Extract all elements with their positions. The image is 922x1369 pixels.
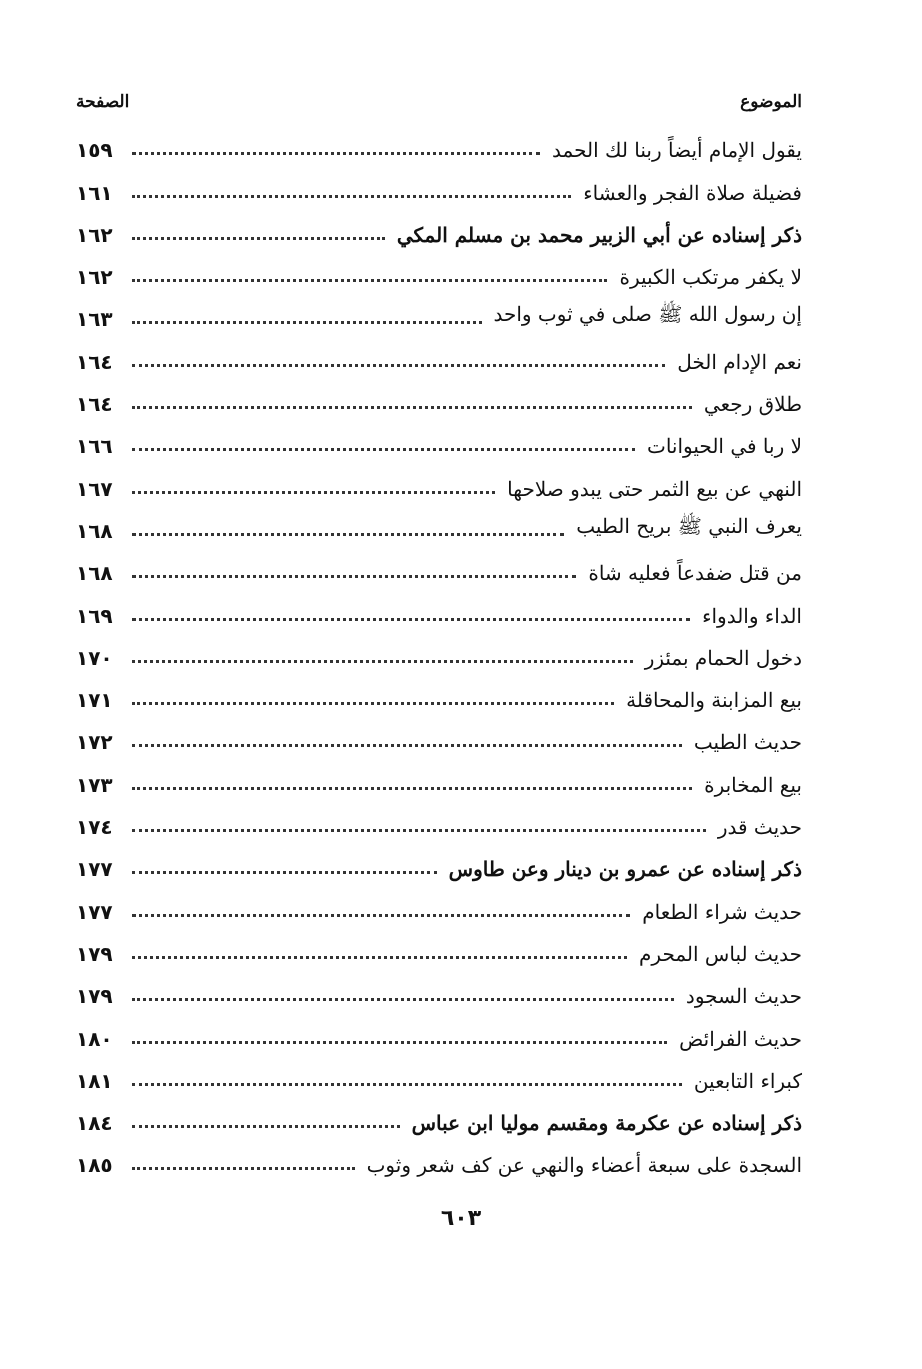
dot-leader <box>132 195 571 198</box>
toc-entry-page-number: ١٦٧ <box>76 476 113 501</box>
dot-leader <box>132 660 633 663</box>
toc-entry-title: حديث الطيب <box>693 730 802 755</box>
toc-entry <box>76 674 802 716</box>
toc-entry-page-number: ١٦٣ <box>76 307 113 332</box>
toc-entry-title: حديث لباس المحرم <box>639 941 802 966</box>
toc-entry <box>76 1139 802 1181</box>
toc-entry-title: النهي عن بيع الثمر حتى يبدو صلاحها <box>507 476 802 501</box>
toc-entry-page-number: ١٨٥ <box>76 1153 113 1178</box>
dot-leader <box>132 448 635 451</box>
toc-entry-title: حديث السجود <box>685 984 802 1009</box>
toc-entry-page-number: ١٨٠ <box>76 1026 113 1051</box>
toc-entry-page-number: ١٦٨ <box>76 561 113 586</box>
toc-entry-page-number: ١٧٩ <box>76 984 113 1009</box>
toc-entry-title: حديث قدر <box>717 815 802 840</box>
page-number: ٦٠٣ <box>440 1206 482 1231</box>
toc-entry-page-number: ١٦٨ <box>76 518 113 543</box>
toc-entry <box>76 758 802 800</box>
toc-entry-page-number: ١٦٢ <box>76 222 113 247</box>
toc-entry <box>76 716 802 758</box>
toc-entry <box>76 420 802 462</box>
dot-leader <box>132 491 495 494</box>
dot-leader <box>132 787 692 790</box>
dot-leader <box>132 533 564 536</box>
toc-entry-page-number: ١٦٤ <box>76 349 113 374</box>
toc-section-heading <box>76 843 802 885</box>
dot-leader <box>132 321 482 324</box>
toc-entry-page-number: ١٧١ <box>76 688 113 713</box>
toc-entry-page-number: ١٨٤ <box>76 1111 113 1136</box>
toc-entry-title: يقول الإمام أيضاً ربنا لك الحمد <box>552 138 802 163</box>
toc-entry-title: ذكر إسناده عن عكرمة ومقسم موليا ابن عباس <box>411 1111 802 1136</box>
toc-entry-title: ذكر إسناده عن أبي الزبير محمد بن مسلم المكي <box>396 222 802 247</box>
dot-leader <box>132 914 630 917</box>
page-column-label: الصفحة <box>76 92 130 112</box>
toc-entry <box>76 928 802 970</box>
toc-entry-title: حديث شراء الطعام <box>642 899 802 924</box>
toc-entry <box>76 505 802 547</box>
dot-leader <box>132 702 614 705</box>
table-of-contents <box>76 124 802 1181</box>
toc-entry-title: فضيلة صلاة الفجر والعشاء <box>583 180 802 205</box>
dot-leader <box>132 744 682 747</box>
toc-entry-title: نعم الإدام الخل <box>677 349 802 374</box>
toc-entry-page-number: ١٦٤ <box>76 392 113 417</box>
dot-leader <box>132 871 437 874</box>
toc-entry-title: حديث الفرائض <box>679 1026 802 1051</box>
toc-entry <box>76 124 802 166</box>
toc-entry-title: لا يكفر مرتكب الكبيرة <box>619 265 802 290</box>
toc-entry <box>76 378 802 420</box>
toc-entry <box>76 801 802 843</box>
toc-entry-title: الداء والدواء <box>702 603 802 628</box>
toc-entry <box>76 462 802 504</box>
toc-entry-page-number: ١٧٣ <box>76 772 113 797</box>
dot-leader <box>132 279 607 282</box>
toc-entry <box>76 1012 802 1054</box>
toc-entry-page-number: ١٧٧ <box>76 899 113 924</box>
toc-section-heading <box>76 209 802 251</box>
toc-entry-title: إن رسول الله ﷺ صلى في ثوب واحد <box>493 302 802 327</box>
toc-entry-title: ذكر إسناده عن عمرو بن دينار وعن طاوس <box>448 857 802 882</box>
toc-entry-page-number: ١٨١ <box>76 1068 113 1093</box>
toc-entry <box>76 335 802 377</box>
toc-entry-page-number: ١٦٩ <box>76 603 113 628</box>
toc-entry <box>76 1055 802 1097</box>
dot-leader <box>132 618 690 621</box>
dot-leader <box>132 152 540 155</box>
toc-entry <box>76 547 802 589</box>
toc-entry <box>76 251 802 293</box>
toc-entry-page-number: ١٦٦ <box>76 434 113 459</box>
toc-entry-page-number: ١٥٩ <box>76 138 113 163</box>
toc-entry-page-number: ١٧٤ <box>76 815 113 840</box>
toc-entry-title: طلاق رجعي <box>703 392 802 417</box>
toc-entry-title: بيع المزابنة والمحاقلة <box>626 688 802 713</box>
toc-entry <box>76 885 802 927</box>
dot-leader <box>132 1041 667 1044</box>
toc-entry-page-number: ١٧٢ <box>76 730 113 755</box>
dot-leader <box>132 998 674 1001</box>
toc-entry <box>76 632 802 674</box>
dot-leader <box>132 364 665 367</box>
toc-entry-page-number: ١٧٩ <box>76 941 113 966</box>
toc-entry-title: كبراء التابعين <box>693 1068 802 1093</box>
dot-leader <box>132 1167 355 1170</box>
dot-leader <box>132 1083 682 1086</box>
dot-leader <box>132 237 385 240</box>
dot-leader <box>132 829 706 832</box>
toc-entry-title: السجدة على سبعة أعضاء والنهي عن كف شعر وثوب <box>366 1153 802 1178</box>
topic-column-label: الموضوع <box>740 92 802 112</box>
toc-entry-title: من قتل ضفدعاً فعليه شاة <box>588 561 802 586</box>
toc-entry-title: بيع المخابرة <box>704 772 802 797</box>
toc-entry <box>76 293 802 335</box>
toc-entry-title: يعرف النبي ﷺ بريح الطيب <box>576 513 802 538</box>
dot-leader <box>132 956 627 959</box>
toc-entry <box>76 589 802 631</box>
toc-entry <box>76 970 802 1012</box>
dot-leader <box>132 575 576 578</box>
toc-entry-page-number: ١٧٠ <box>76 645 113 670</box>
toc-entry-page-number: ١٦١ <box>76 180 113 205</box>
toc-entry-page-number: ١٧٧ <box>76 857 113 882</box>
toc-entry-page-number: ١٦٢ <box>76 265 113 290</box>
toc-entry <box>76 166 802 208</box>
toc-section-heading <box>76 1097 802 1139</box>
table-of-contents-header <box>76 92 802 120</box>
dot-leader <box>132 1125 400 1128</box>
toc-entry-title: دخول الحمام بمئزر <box>644 645 802 670</box>
toc-entry-title: لا ربا في الحيوانات <box>647 434 802 459</box>
dot-leader <box>132 406 692 409</box>
